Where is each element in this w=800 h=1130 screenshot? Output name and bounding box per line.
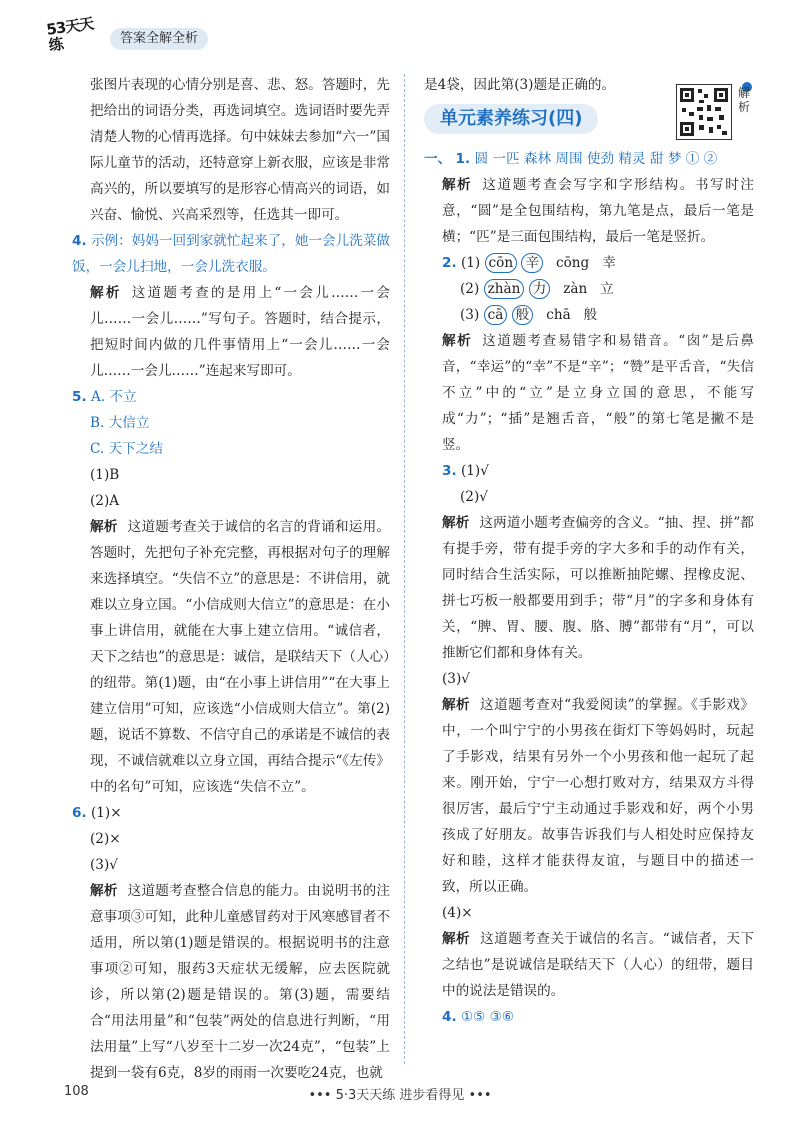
analysis-paragraph (72, 878, 390, 1086)
page-number: 108 (64, 1084, 89, 1099)
question-number: 4. (72, 233, 87, 249)
question-4 (72, 228, 390, 280)
analysis-label: 解析 (442, 515, 470, 531)
correct-pinyin: chā (546, 307, 571, 323)
row-index: (1) (460, 255, 481, 271)
left-column (72, 72, 390, 1086)
analysis-label: 解析 (442, 333, 473, 349)
answer-b: B. 大信立 (90, 415, 150, 431)
analysis-label: 解析 (442, 177, 473, 193)
analysis-label: 解析 (442, 697, 471, 713)
question-number: 6. (72, 805, 87, 821)
correct-char: 幸 (602, 255, 616, 271)
sub-answer-1: (1)B (90, 467, 120, 483)
analysis-label: 解析 (90, 883, 118, 899)
row-index: (3) (460, 307, 480, 323)
qr-code[interactable] (676, 84, 732, 140)
section-header (424, 86, 754, 138)
question-3 (424, 458, 754, 484)
question-4 (424, 1004, 754, 1030)
sub-answer-1: (1)√ (460, 463, 489, 479)
sub-answer-3: (3)√ (90, 857, 118, 873)
sub-answer-3: (3)√ (442, 671, 470, 687)
analysis-paragraph (424, 328, 754, 458)
question-number: 1. (455, 151, 471, 167)
sub-answer-2: (2)× (90, 831, 121, 847)
footer-slogan: ••• 5·3天天练 进步看得见 ••• (308, 1088, 492, 1103)
analysis-label: 解析 (90, 285, 122, 301)
correct-char: 般 (583, 307, 598, 323)
analysis-text: 这道题考查会写字和字形结构。书写时注意，“圆”是全包围结构，第九笔是点，最后一笔是横；“匹”是三面包围结构，最后一笔是竖折。 (442, 177, 754, 245)
question-2-row-2 (424, 276, 754, 302)
intro-paragraph: 张图片表现的心情分别是喜、悲、怒。答题时，先把给出的词语分类，再选词填空。选词语时要先弄清楚人物的心情再选择。句中妹妹去参加“六一”国际儿童节的活动，还特意穿上新衣服，应该是非常高兴的，所以要填写的是形容心情高兴的词语，如兴奋、愉悦、兴高采烈等，任选其一即可。 (90, 77, 390, 223)
answer-a: A. 不立 (90, 389, 137, 405)
analysis-paragraph (424, 692, 754, 900)
column-divider (404, 74, 405, 1064)
wrong-pinyin: cōn (485, 253, 518, 273)
section-title: 单元素养练习(四) (424, 104, 598, 134)
analysis-label: 解析 (90, 519, 118, 535)
question-number: 3. (442, 463, 457, 479)
wrong-char: 辛 (521, 253, 543, 273)
analysis-paragraph (424, 172, 754, 250)
qr-code-graphic (677, 85, 731, 139)
right-column (424, 72, 754, 1030)
analysis-text: 这道题考查关于诚信的名言的背诵和运用。答题时，先把句子补充完整，再根据对句子的理解来选择填空。“失信不立”的意思是：不讲信用，就难以立身立国。“小信成则大信立”的意思是：在小事上讲信用，就能在大事上建立信用。“诚信者，天下之结也”的意思是：诚信，是联结天下（人心）的纽带。第(1)题，由“在小事上讲信用”“在大事上建立信用”可知，应该选“小信成则大信立”。第(2)题，说话不算数、不信守自己的承诺是不诚信的表现，不诚信就难以立身立国，再结合提示“《左传》中的名句”可知，应该选“失信不立”。 (90, 519, 390, 795)
question-5 (72, 384, 390, 410)
answer-c: C. 天下之结 (90, 441, 163, 457)
wrong-char: 力 (529, 279, 551, 299)
brand-logo: 53天天练 (45, 14, 95, 55)
answer-text: 圆 一匹 森林 周围 使劲 精灵 甜 梦 ① ② (474, 151, 718, 167)
analysis-text: 这道题考查易错字和易错音。“囱”是后鼻音，“幸运”的“幸”不是“辛”；“赞”是平舌音，“失信不立”中的“立”是立身立国的意思，不能写成“力”；“插”是翘舌音，“般”的第七笔是撇不是竖。 (442, 333, 754, 453)
analysis-text: 这道题考查对“我爱阅读”的掌握。《手影戏》中，一个叫宁宁的小男孩在街灯下等妈妈时，玩起了手影戏，结果有另外一个小男孩和他一起玩了起来。刚开始，宁宁一心想打败对方，结果双方斗得很厉害，最后宁宁主动通过手影戏和好，两个小男孩成了好朋友。故事告诉我们与人相处时应保持友好和睦，这样才能获得友谊，与题目中的描述一致，所以正确。 (442, 697, 754, 895)
row-index: (2) (460, 281, 480, 297)
page-footer (0, 1078, 800, 1108)
qr-label: 解析 (738, 86, 751, 114)
analysis-paragraph (72, 280, 390, 384)
correct-pinyin: cōng (556, 255, 590, 271)
analysis-text: 这道题考查的是用上“一会儿……一会儿……一会儿……”写句子。答题时，结合提示，把短时间内做的几件事情用上“一会儿……一会儿……一会儿……”连起来写即可。 (90, 285, 390, 379)
sub-answer-4: (4)× (442, 905, 473, 921)
question-number: 2. (442, 255, 457, 271)
analysis-paragraph (424, 510, 754, 666)
wrong-pinyin: zhàn (484, 279, 525, 299)
question-2-row-1 (424, 250, 754, 276)
wrong-pinyin: cā (484, 305, 508, 325)
section-number: 一、 (424, 151, 452, 167)
sub-answer-1: (1)× (90, 805, 122, 821)
sub-answer-2: (2)√ (460, 489, 488, 505)
correct-char: 立 (600, 281, 614, 297)
question-number: 5. (72, 389, 87, 405)
wrong-char: 般 (512, 305, 534, 325)
correct-pinyin: zàn (563, 281, 588, 297)
question-number: 4. (442, 1009, 457, 1025)
analysis-paragraph (72, 514, 390, 800)
sub-answer-2: (2)A (90, 493, 120, 509)
question-1 (424, 146, 754, 172)
question-2-row-3 (424, 302, 754, 328)
analysis-paragraph (424, 926, 754, 1004)
question-6 (72, 800, 390, 826)
header-tag: 答案全解全析 (110, 28, 208, 50)
answer-text: 示例：妈妈一回到家就忙起来了，她一会儿洗菜做饭，一会儿扫地，一会儿洗衣服。 (72, 233, 391, 275)
analysis-text: 这道题考查整合信息的能力。由说明书的注意事项③可知，此种儿童感冒药对于风寒感冒者不适用，所以第(1)题是错误的。根据说明书的注意事项②可知，服药3天症状无缓解，应去医院就诊，所以第(2)题是错误的。第(3)题，需要结合“用法用量”和“包装”两处的信息进行判断，“用法用量”上写“八岁至十二岁一次24克”，“包装”上提到一袋有6克，8岁的雨雨一次要吃24克，也就 (90, 883, 390, 1081)
analysis-text: 这两道小题考查偏旁的含义。“抽、捏、拼”都有提手旁，带有提手旁的字大多和手的动作有关，同时结合生活实际，可以推断抽陀螺、捏橡皮泥、拼七巧板一般都要用到手；带“月”的字多和身体有关，“脾、胃、腰、腹、胳、膊”都带有“月”，可以推断它们都和身体有关。 (442, 515, 755, 661)
continued-text: 是4袋，因此第(3)题是正确的。 (424, 77, 616, 93)
answer-text: ①⑤ ③⑥ (460, 1009, 515, 1025)
analysis-label: 解析 (442, 931, 471, 947)
page-header (45, 14, 308, 58)
analysis-text: 这道题考查关于诚信的名言。“诚信者，天下之结也”是说诚信是联结天下（人心）的纽带，题目中的说法是错误的。 (442, 931, 755, 999)
